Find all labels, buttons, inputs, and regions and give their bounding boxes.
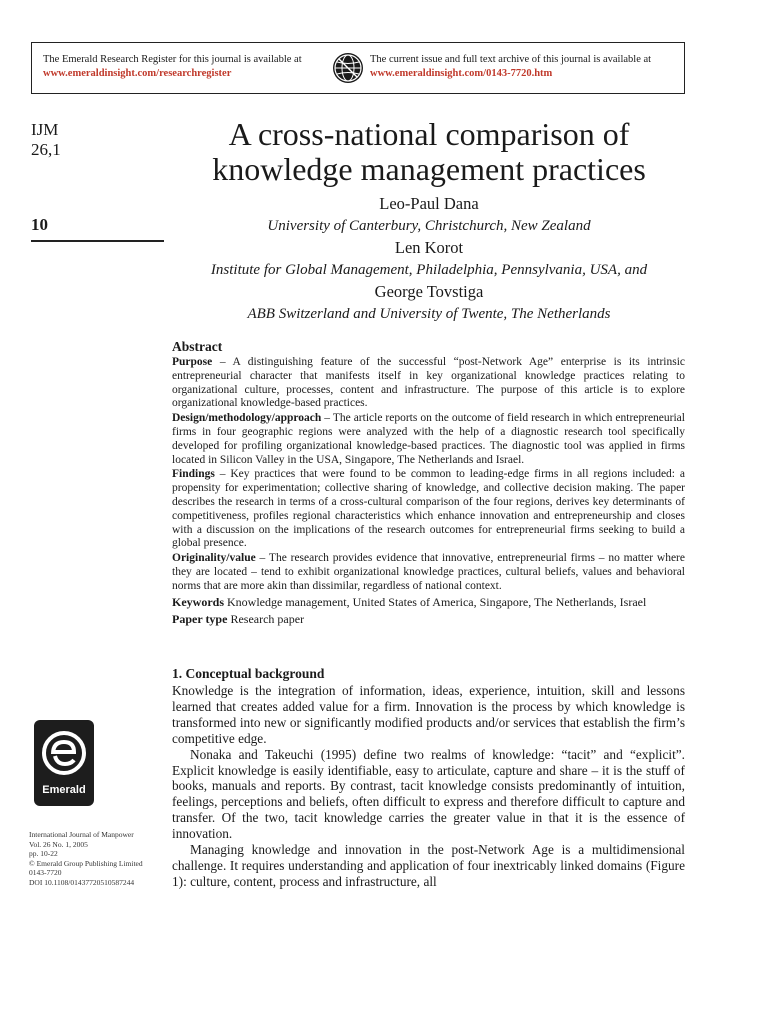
body-paragraph: Knowledge is the integration of information, ideas, experience, intuition, skill and lessons learned that creates added value for a firm. Innovation is the process by which knowledge is transformed into new or significantly modified products and/or services that establish the firm’s competitive edge. <box>172 683 685 746</box>
findings-text: – Key practices that were found to be common to leading-edge firms in all regions included: a propensity for experimentation; collective sharing of knowledge, and collective decision making. The paper describes the research in terms of a cross-cultural comparison of the four regions, derives key determinants of competitiveness, profiles regional characteristics which enhance innovation and entrepreneurship and closes with a discussion on the implications of the research outcomes for entrepreneurial firms seeking to build a global presence. <box>172 468 685 550</box>
body-paragraph: Nonaka and Takeuchi (1995) define two realms of knowledge: “tacit” and “explicit”. Explicit knowledge is easily identifiable, easy to articulate, capture and share – it is the stuff of books, manuals and reports. By contrast, tacit knowledge consists predominantly of intuition, feelings, perceptions and beliefs, often difficult to express and therefore difficult to capture and transfer. Of the two, tacit knowledge carries the greater value in that it is the essence of innovation. <box>172 746 685 842</box>
keywords-text: Knowledge management, United States of America, Singapore, The Netherlands, Israel <box>224 594 647 609</box>
publication-info <box>29 830 169 887</box>
abstract-keywords <box>172 596 685 610</box>
purpose-label: Purpose <box>172 356 213 368</box>
journal-identifier <box>31 120 61 160</box>
pubinfo-pages: pp. 10-22 <box>29 849 58 858</box>
page-number-rule <box>31 240 164 242</box>
findings-label: Findings <box>172 468 215 481</box>
page-number: 10 <box>31 215 48 234</box>
originality-text: – The research provides evidence that innovative, entrepreneurial firms – no matter where they are located – tend to exhibit organizational knowledge practices, cultural beliefs, values and behavioral norms that are more akin than dissimilar, regardless of national context. <box>172 552 685 592</box>
volume-issue: 26,1 <box>31 140 61 159</box>
abstract-originality <box>172 552 685 593</box>
full-text-archive-text: The current issue and full text archive of this journal is available at <box>370 54 652 65</box>
author-affiliation: University of Canterbury, Christchurch, New Zealand <box>267 218 591 234</box>
paper-type-text: Research paper <box>227 612 305 627</box>
design-text: – The article reports on the outcome of field research in which entrepreneurial firms in four geographic regions were analyzed with the help of a diagnostic research tool specifically developed for profiling organizational knowledge-based practices. The diagnostic tool was applied in firms located in Silicon Valley in the USA, Singapore, The Netherlands and Israel. <box>172 412 685 466</box>
research-register-notice <box>43 53 333 81</box>
abstract-findings <box>172 468 685 551</box>
access-banner <box>31 42 685 94</box>
author-affiliation: Institute for Global Management, Philadelphia, Pennsylvania, USA, and <box>210 262 648 278</box>
emerald-logo-text: Emerald <box>42 784 86 796</box>
author-list <box>170 193 688 325</box>
pubinfo-journal: International Journal of Manpower <box>29 830 134 839</box>
author-name: Leo-Paul Dana <box>379 194 479 213</box>
pubinfo-volume: Vol. 26 No. 1, 2005 <box>29 839 88 849</box>
author-name: George Tovstiga <box>374 282 484 301</box>
pubinfo-copyright: © Emerald Group Publishing Limited <box>29 858 143 868</box>
section-heading: 1. Conceptual background <box>172 666 325 681</box>
journal-abbreviation: IJM <box>31 120 59 139</box>
abstract-purpose <box>172 356 685 411</box>
research-register-link[interactable]: www.emeraldinsight.com/researchregister <box>43 68 232 79</box>
keywords-label: Keywords <box>172 594 224 609</box>
abstract-heading: Abstract <box>172 339 223 354</box>
abstract-paper-type <box>172 613 685 627</box>
emerald-logo <box>34 720 94 806</box>
title-line-1: A cross-national comparison of <box>228 116 630 152</box>
purpose-text: – A distinguishing feature of the successful “post-Network Age” enterprise is its intrinsic entrepreneurial character that manifests itself in key organizational knowledge practices relating to organizational culture, processes, content and infrastructure. The purpose of this article is to explore organizational knowledge-based practices. <box>172 356 685 410</box>
paper-type-label: Paper type <box>172 612 228 627</box>
originality-label: Originality/value <box>172 552 256 565</box>
abstract <box>172 338 685 628</box>
globe-icon <box>331 51 365 85</box>
design-label: Design/methodology/approach <box>172 412 322 425</box>
pubinfo-issn: 0143-7720 <box>29 868 62 877</box>
abstract-design <box>172 412 685 467</box>
pubinfo-doi: DOI 10.1108/01437720510587244 <box>29 877 135 887</box>
article-title <box>170 117 688 187</box>
full-text-archive-notice <box>370 53 682 81</box>
body-paragraph: Managing knowledge and innovation in the post-Network Age is a multidimensional challenge. It requires understanding and application of four inextricably linked domains (Figure 1): culture, content, process and infrastructure, all <box>172 842 685 889</box>
body-section <box>172 664 685 890</box>
title-line-2: knowledge management practices <box>212 151 646 187</box>
author-name: Len Korot <box>394 238 464 257</box>
research-register-text: The Emerald Research Register for this journal is available at <box>43 54 302 65</box>
full-text-archive-link[interactable]: www.emeraldinsight.com/0143-7720.htm <box>370 68 553 79</box>
author-affiliation: ABB Switzerland and University of Twente, The Netherlands <box>247 306 611 322</box>
